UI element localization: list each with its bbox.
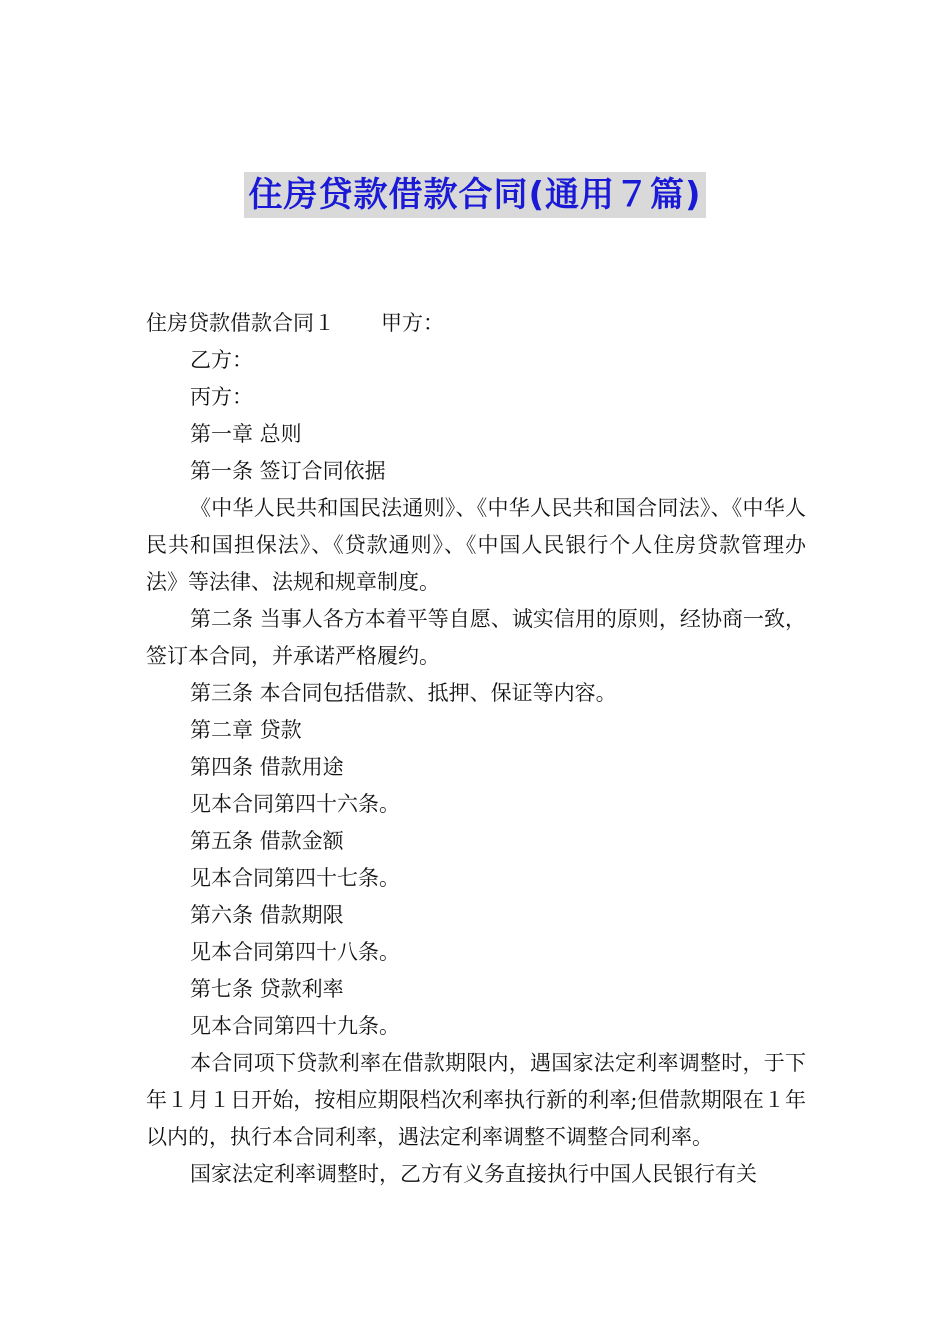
paragraph: 乙方：	[190, 348, 253, 372]
document-body	[146, 305, 806, 1193]
first-line	[146, 305, 806, 342]
title-container	[0, 172, 950, 218]
paragraph: 第三条 本合同包括借款、抵押、保证等内容。	[190, 681, 617, 705]
paragraph: 《中华人民共和国民法通则》、《中华人民共和国合同法》、《中华人民共和国担保法》、《贷款通则》、《中国人民银行个人住房贷款管理办法》等法律、法规和规章制度。	[146, 496, 806, 594]
paragraph: 见本合同第四十七条。	[190, 866, 400, 890]
paragraph: 见本合同第四十六条。	[190, 792, 400, 816]
paragraph: 见本合同第四十八条。	[190, 940, 400, 964]
article-heading: 第五条 借款金额	[190, 829, 344, 853]
contract-heading: 住房贷款借款合同１	[146, 311, 335, 335]
article-heading: 第四条 借款用途	[190, 755, 344, 779]
paragraph: 丙方：	[190, 385, 253, 409]
article-heading: 第七条 贷款利率	[190, 977, 344, 1001]
article-heading: 第六条 借款期限	[190, 903, 344, 927]
article-heading: 第一条 签订合同依据	[190, 459, 386, 483]
chapter-heading: 第二章 贷款	[190, 718, 302, 742]
party-a-label: 甲方：	[381, 311, 444, 335]
document-title: 住房贷款借款合同(通用７篇)	[244, 172, 705, 218]
paragraph: 第二条 当事人各方本着平等自愿、诚实信用的原则，经协商一致，签订本合同，并承诺严格履约。	[146, 607, 806, 668]
paragraph: 国家法定利率调整时，乙方有义务直接执行中国人民银行有关	[190, 1162, 757, 1186]
paragraph: 见本合同第四十九条。	[190, 1014, 400, 1038]
paragraph: 本合同项下贷款利率在借款期限内，遇国家法定利率调整时，于下年１月１日开始，按相应期限档次利率执行新的利率;但借款期限在１年以内的，执行本合同利率，遇法定利率调整不调整合同利率。	[146, 1051, 806, 1149]
chapter-heading: 第一章 总则	[190, 422, 302, 446]
